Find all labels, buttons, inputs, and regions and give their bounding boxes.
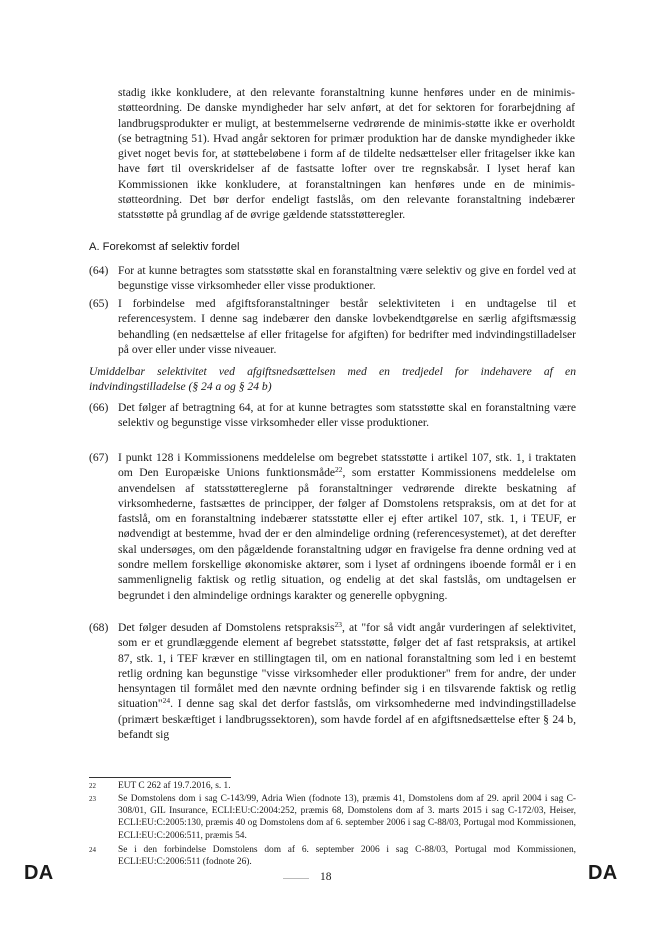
- paragraph-number: (65): [89, 297, 109, 310]
- footnote-number: 22: [89, 782, 96, 790]
- footnote-ref-24[interactable]: 24: [162, 696, 171, 706]
- paragraph-64: [89, 263, 576, 294]
- page-number-rule: [283, 878, 309, 879]
- paragraph-number: (66): [89, 401, 109, 414]
- paragraph-text: [118, 450, 576, 603]
- footnote-text: EUT C 262 af 19.7.2016, s. 1.: [118, 781, 231, 791]
- subsection-heading: Umiddelbar selektivitet ved afgiftsnedsættelsen med en tredjedel for indehavere af en indvindingstilladelse (§ 24 a og § 24 b): [89, 365, 576, 394]
- footnote-text: Se Domstolens dom i sag C-143/99, Adria Wien (fodnote 13), præmis 41, Domstolens dom af 29. april 2004 i sag C-308/01, GIL Insurance, ECLI:EU:C:2004:252, præmis 68, Domstolens dom af 3. marts 2015 i sag C-172/03, Heiser, ECLI:EU:C:2005:130, præmis 40 og Domstolens dom af 6. september 2006 i sag C-88/03, Portugal mod Kommissionen, ECLI:EU:C:2006:511, præmis 54.: [118, 794, 576, 841]
- footnote-separator: [89, 777, 231, 778]
- paragraph-text: I forbindelse med afgiftsforanstaltninger består selektiviteten i en undtagelse til et referencesystem. I denne sag indebærer den danske lovbekendtgørelse en særlig afgiftsmæssig behandling (en nedsættelse af eller fritagelse for afgiften) for bedrifter med indvindingstilladelser på over eller under visse niveauer.: [118, 297, 576, 356]
- paragraph-number: (68): [89, 621, 109, 634]
- footnote-24: [89, 844, 576, 868]
- footnote-23: [89, 793, 576, 842]
- text-segment: I punkt 128 i Kommissionens meddelelse om begrebet statsstøtte i artikel 107, stk. 1, i traktaten om Den Europæiske Unions funktionsmåde: [118, 451, 576, 480]
- footnote-number: 23: [89, 795, 96, 803]
- language-code-left: DA: [24, 862, 54, 884]
- language-code-right: DA: [588, 862, 618, 884]
- paragraph-67: [89, 450, 576, 603]
- footnote-ref-22[interactable]: 22: [335, 465, 343, 475]
- text-segment: . I denne sag skal det derfor fastslås, om virksomhederne med indvindingstilladelse (primært beskæftiget i landbrugssektoren), som havde fordel af en afgiftsnedsættelse efter § 24 b, befandt sig: [118, 697, 576, 742]
- text-segment: Det følger desuden af Domstolens retspraksis: [118, 621, 335, 634]
- footnote-22: [89, 780, 576, 792]
- text-segment: , som erstatter Kommissionens meddelelse om anvendelsen af statsstøttereglerne på foranstaltninger vedrørende direkte beskatning af virksomhederne, fastsættes de principper, der følger af Domstolens retspraksis, om at det for at fastslå, om en foranstaltning indebærer statsstøtte eller ej efter artikel 107, stk. 1, i TEUF, er nødvendigt at bestemme, hvad der er den almindelige ordning (referencesystemet), at det derefter skal undersøges, om den pågældende foranstaltning udgør en fravigelse fra denne ordning ved at sondre mellem forskellige økonomiske aktører, som i lyset af ordningens iboende formål er i en sammenlignelig faktisk og retlig situation, og endelig at det skal fastslås, om undtagelsen er begrundet i den almindelige ordnings karakter og generelle opbygning.: [118, 466, 576, 602]
- paragraph-68: [89, 620, 576, 742]
- footnote-number: 24: [89, 846, 96, 854]
- paragraph-66: [89, 400, 576, 431]
- footnote-text: Se i den forbindelse Domstolens dom af 6. september 2006 i sag C-88/03, Portugal mod Kommissionen, ECLI:EU:C:2006:511 (fodnote 26).: [118, 845, 576, 868]
- paragraph-number: (64): [89, 264, 109, 277]
- footnote-ref-23[interactable]: 23: [334, 620, 343, 629]
- paragraph-text: For at kunne betragtes som statsstøtte skal en foranstaltning være selektiv og give en fordel ved at begunstige visse virksomheder eller visse produktioner.: [118, 264, 576, 293]
- page-number: 18: [320, 871, 332, 883]
- paragraph-65: [89, 296, 576, 357]
- paragraph-number: (67): [89, 451, 109, 464]
- section-heading: A. Forekomst af selektiv fordel: [89, 241, 240, 253]
- paragraph-text: Det følger af betragtning 64, at for at kunne betragtes som statsstøtte skal en foranstaltning være selektiv og begunstige visse virksomheder eller visse produktioner.: [118, 401, 576, 430]
- paragraph-text: [118, 620, 576, 742]
- continuation-paragraph: stadig ikke konkludere, at den relevante foranstaltning kunne henføres under en de minimis-støtteordning. De danske myndigheder har selv anført, at det for sektoren for forarbejdning af landbrugsprodukter er muligt, at bestemmelserne vedrørende de minimis-støtte ikke er overholdt (se betragtning 51). Hvad angår sektoren for primær produktion har de danske myndigheder ikke givet noget bevis for, at støttebeløbene i form af de tildelte nedsættelser eller fritagelser ikke kan have ført til overskridelser af de fastsatte lofter over tre regnskabsår. I lyset heraf kan Kommissionen ikke konkludere, at foranstaltningen kan henføres unde en de minimis-støtteordning. Det bør derfor endeligt fastslås, om den relevante foranstaltning indebærer statsstøtte på grundlag af de øvrige gældende statsstøtteregler.: [118, 86, 575, 222]
- text-segment: , at "for så vidt angår vurderingen af selektivitet, som er et grundlæggende element af begrebet statsstøtte, følger det af fast retspraksis, at artikel 87, stk. 1, i TEF kræver en stillingtagen til, om en national foranstaltning som led i en bestemt retlig ordning kan begunstige "visse virksomheder eller produktioner" frem for andre, der under hensyntagen til formålet med den nævnte ordning befinder sig i en tilsvarende faktisk og retlig situation": [118, 621, 577, 711]
